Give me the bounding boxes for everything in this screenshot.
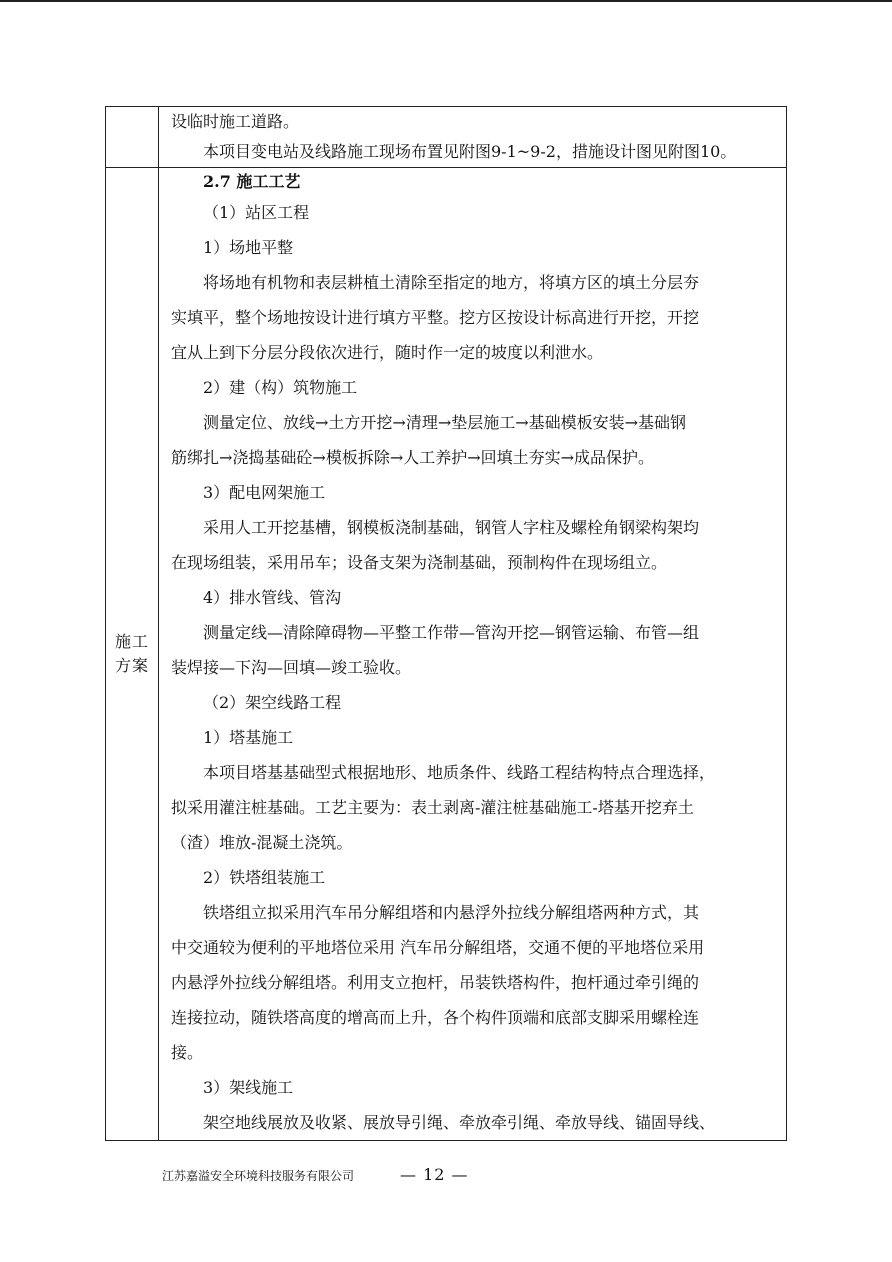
sub-heading: 3）架线施工: [203, 1078, 294, 1097]
sub-heading: 3）配电网架施工: [203, 483, 326, 502]
page-footer: [0, 1163, 892, 1193]
text-line: 将场地有机物和表层耕植土清除至指定的地方，将填方区的填土分层夯: [203, 273, 700, 292]
text-line: 接。: [171, 1043, 204, 1062]
company-name: 江苏嘉溢安全环境科技服务有限公司: [162, 1169, 355, 1183]
text-line: 连接拉动，随铁塔高度的增高而上升，各个构件顶端和底部支脚采用螺栓连: [171, 1008, 700, 1027]
text-line: 采用人工开挖基槽，钢模板浇制基础，钢管人字柱及螺栓角钢梁构架均: [203, 518, 700, 537]
text-line: 宜从上到下分层分段依次进行，随时作一定的坡度以利泄水。: [171, 343, 604, 362]
page-number: — 12 —: [400, 1165, 469, 1184]
text-line: 内悬浮外拉线分解组塔。利用支立抱杆，吊装铁塔构件，抱杆通过牵引绳的: [171, 973, 700, 992]
text-line: （渣）堆放-混凝土浇筑。: [171, 833, 353, 852]
text-line: 筋绑扎→浇捣基础砼→模板拆除→人工养护→回填土夯实→成品保护。: [171, 448, 655, 467]
document-table: [105, 106, 787, 1141]
sub-heading: 1）塔基施工: [203, 728, 294, 747]
sub-heading: 4）排水管线、管沟: [203, 588, 342, 607]
text-line: 本项目塔基基础型式根据地形、地质条件、线路工程结构特点合理选择，: [203, 763, 716, 782]
sub-heading: 2）建（构）筑物施工: [203, 378, 358, 397]
text-line: 本项目变电站及线路施工现场布置见附图9-1~9-2，措施设计图见附图10。: [203, 142, 737, 161]
table-row-construction-plan: [106, 167, 786, 1140]
top-border-line: [0, 0, 892, 2]
text-line: 设临时施工道路。: [171, 112, 300, 131]
row-content: [159, 107, 786, 167]
text-line: 中交通较为便利的平地塔位采用 汽车吊分解组塔，交通不便的平地塔位采用: [171, 938, 705, 957]
sub-heading: 1）场地平整: [203, 238, 294, 257]
row-label-text: 施工方案: [114, 632, 149, 675]
row-content: [159, 168, 786, 1140]
text-line: 装焊接—下沟—回填—竣工验收。: [171, 658, 412, 677]
table-row-continuation: [106, 107, 786, 167]
sub-heading: （1）站区工程: [203, 203, 310, 222]
sub-heading: （2）架空线路工程: [203, 693, 342, 712]
text-line: 架空地线展放及收紧、展放导引绳、牵放牵引绳、牵放导线、锚固导线、: [203, 1113, 716, 1132]
text-line: 实填平，整个场地按设计进行填方平整。挖方区按设计标高进行开挖，开挖: [171, 308, 700, 327]
text-line: 测量定线—清除障碍物—平整工作带—管沟开挖—钢管运输、布管—组: [203, 623, 700, 642]
section-heading: 2.7 施工工艺: [203, 172, 301, 191]
text-line: 在现场组装，采用吊车；设备支架为浇制基础，预制构件在现场组立。: [171, 553, 668, 572]
row-label-empty: [106, 107, 159, 167]
text-line: 测量定位、放线→土方开挖→清理→垫层施工→基础模板安装→基础钢: [203, 413, 687, 432]
sub-heading: 2）铁塔组装施工: [203, 868, 326, 887]
text-line: 铁塔组立拟采用汽车吊分解组塔和内悬浮外拉线分解组塔两种方式，其: [203, 903, 700, 922]
row-label: [106, 168, 159, 1140]
text-line: 拟采用灌注桩基础。工艺主要为：表土剥离-灌注桩基础施工-塔基开挖弃土: [171, 798, 694, 817]
